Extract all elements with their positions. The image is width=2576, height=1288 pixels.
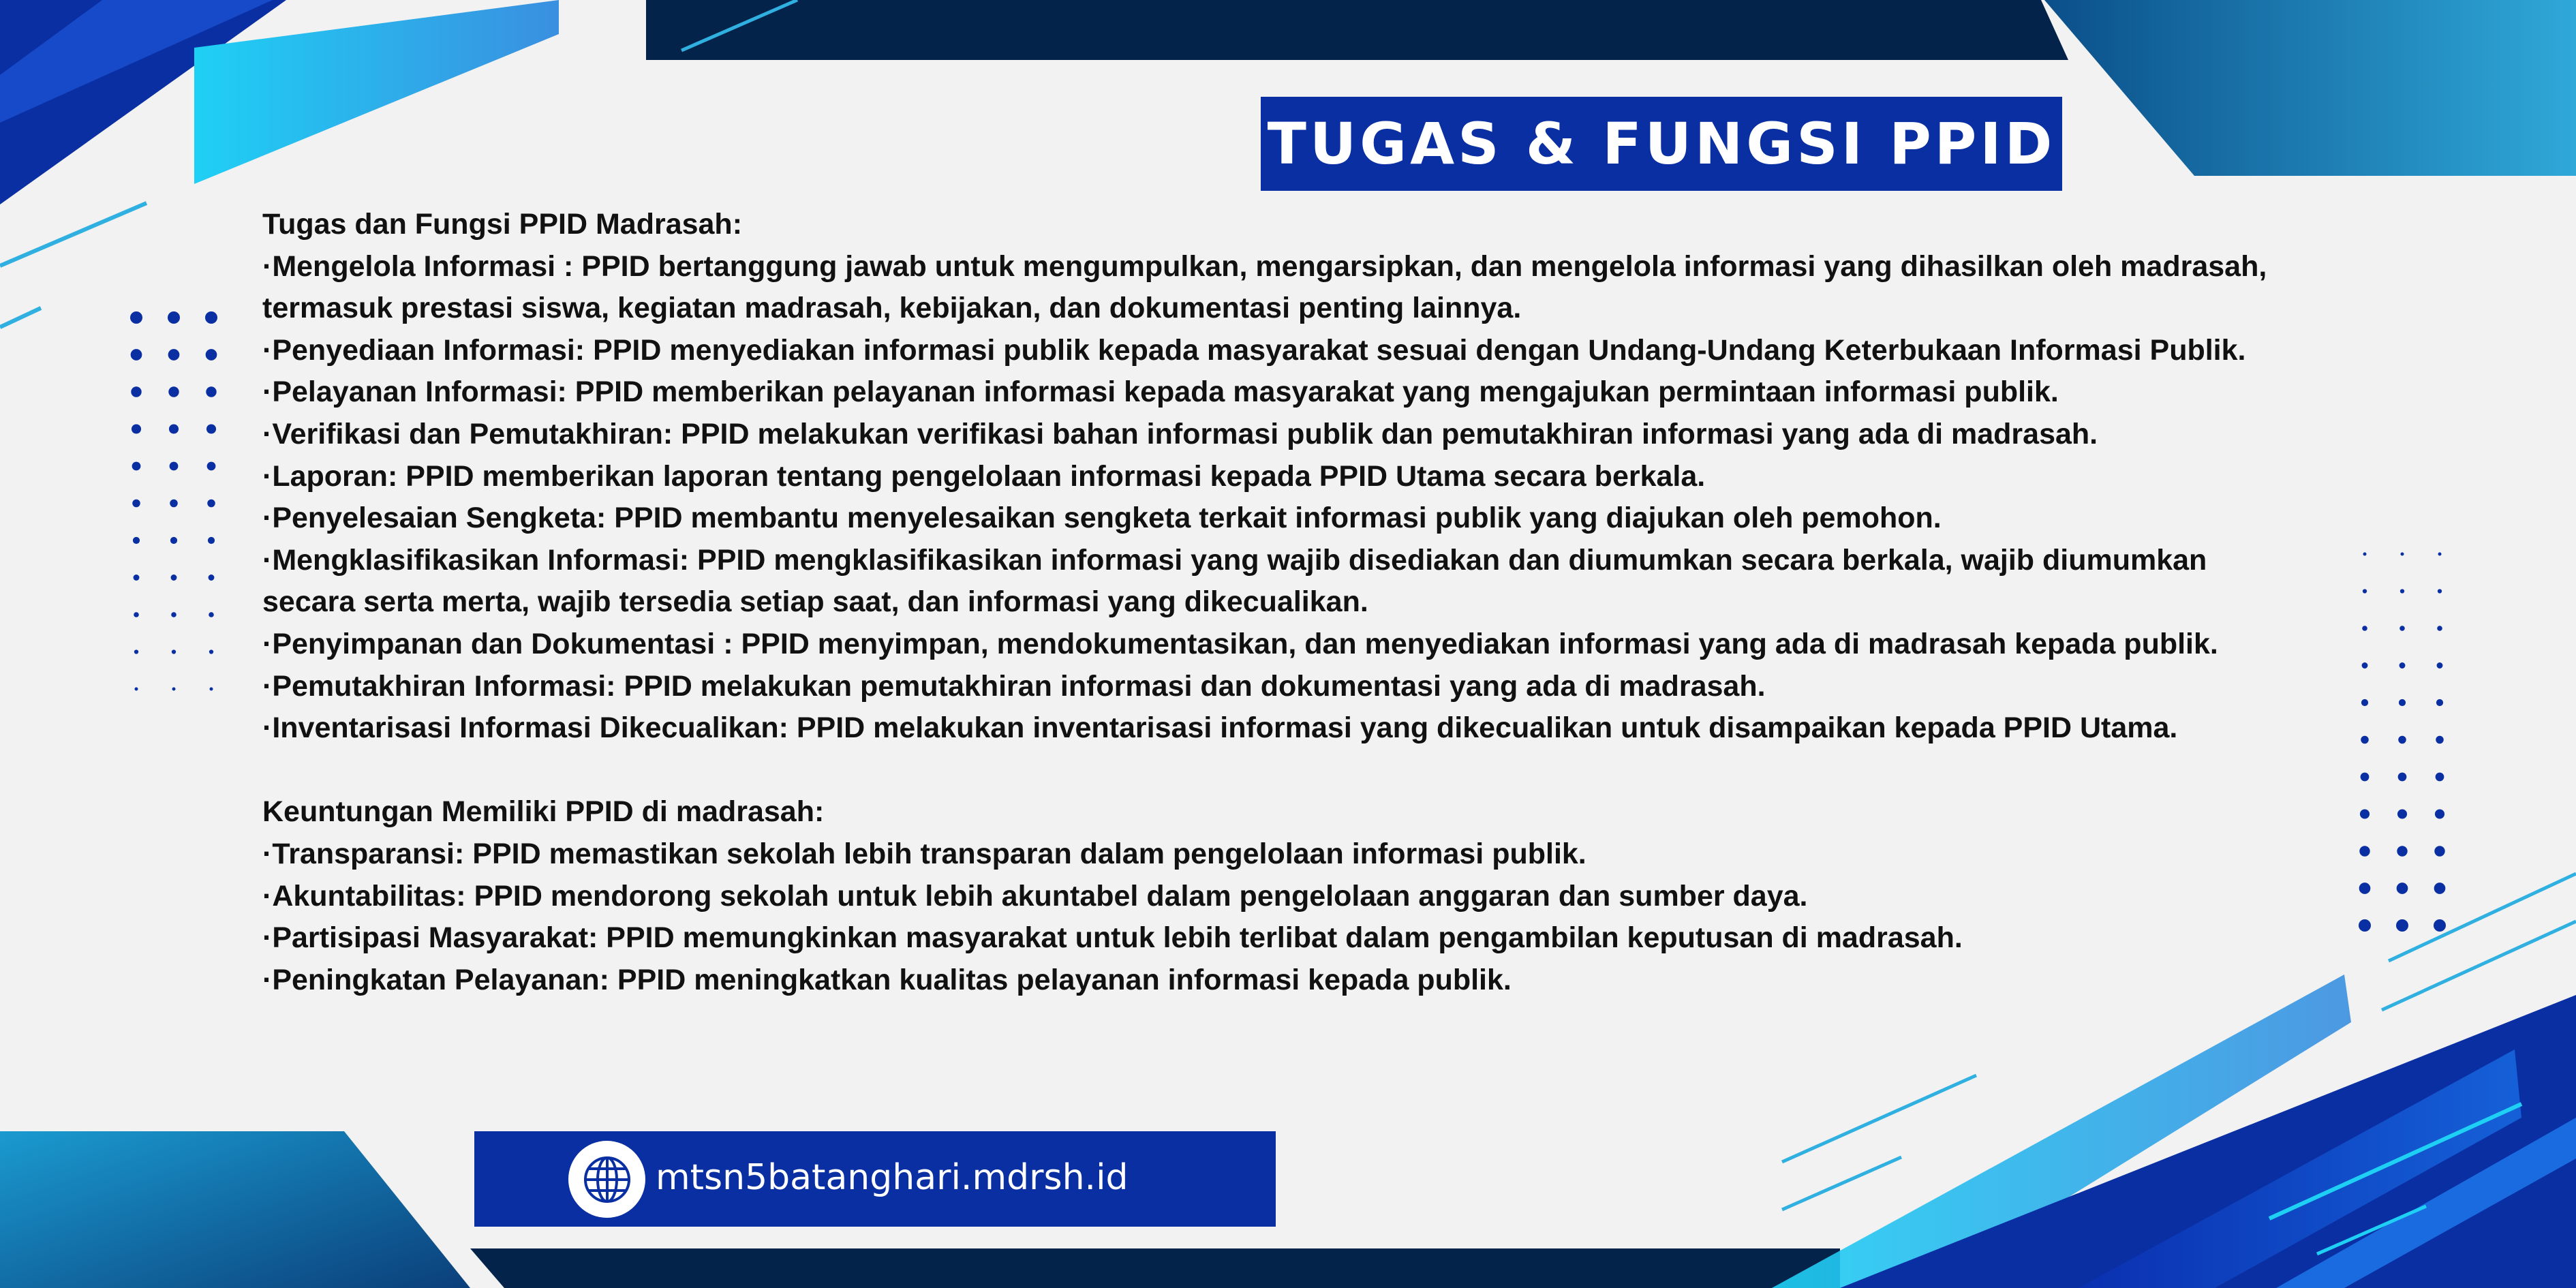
- decor-dot: [2397, 883, 2408, 894]
- decor-dot: [134, 649, 138, 654]
- decor-dot: [2435, 809, 2444, 818]
- decor-dot: [2434, 883, 2446, 894]
- decor-dot: [208, 537, 215, 544]
- decor-dot: [171, 612, 177, 617]
- decor-dot: [2438, 589, 2442, 593]
- decor-dot: [206, 386, 216, 397]
- list-item: ·Verifikasi dan Pemutakhiran: PPID melakukan verifikasi bahan informasi publik dan pemutakhiran informasi yang ada di madrasah.: [262, 417, 2098, 450]
- decor-dot: [2399, 699, 2406, 706]
- decor-dot: [131, 386, 141, 397]
- decor-dot: [2359, 919, 2371, 932]
- decor-dot: [2362, 662, 2368, 669]
- decor-dot: [2396, 919, 2408, 932]
- decor-dot: [2361, 773, 2370, 782]
- website-banner: [474, 1131, 1276, 1227]
- list-item: ·Pemutakhiran Informasi: PPID melakukan pemutakhiran informasi dan dokumentasi yang ada di madrasah.: [262, 669, 1766, 703]
- decor-dot: [2397, 809, 2407, 818]
- list-item: ·Mengklasifikasikan Informasi: PPID mengklasifikasikan informasi yang wajib disediakan dan diumumkan secara berkala, wajib diumumkan secara serta merta, wajib tersedia setiap saat, dan informasi yang dikecualikan.: [262, 543, 2207, 619]
- decor-dot: [2362, 626, 2367, 631]
- page-title: TUGAS & FUNGSI PPID: [1267, 110, 2056, 177]
- decor-dot: [172, 649, 176, 654]
- decor-dot: [2437, 626, 2442, 631]
- title-banner: [1261, 97, 2062, 191]
- decor-dot: [130, 311, 142, 324]
- dot-grid-left: [130, 311, 217, 691]
- decor-dot: [207, 462, 216, 471]
- decor-dot: [168, 386, 179, 397]
- decor-dot: [170, 500, 178, 508]
- decor-dot: [135, 688, 138, 691]
- list-item: ·Peningkatan Pelayanan: PPID meningkatkan kualitas pelayanan informasi kepada publik.: [262, 963, 1512, 996]
- spacer: [262, 750, 2300, 792]
- decor-dot: [2360, 809, 2370, 818]
- decor-dot: [207, 500, 215, 508]
- decor-dot: [134, 574, 140, 581]
- decor-dot: [209, 649, 213, 654]
- top-right-shape: [2044, 0, 2576, 176]
- decor-dot: [2398, 736, 2406, 744]
- top-bar: [646, 0, 2068, 60]
- decor-dot: [2399, 626, 2405, 631]
- decor-dot: [2359, 883, 2371, 894]
- list-item: ·Transparansi: PPID memastikan sekolah lebih transparan dalam pengelolaan informasi publik.: [262, 837, 1586, 870]
- decor-dot: [170, 537, 177, 544]
- decor-dot: [132, 462, 141, 471]
- decor-dot: [210, 688, 213, 691]
- list-item: ·Akuntabilitas: PPID mendorong sekolah untuk lebih akuntabel dalam pengelolaan anggaran dan sumber daya.: [262, 879, 1808, 913]
- decor-dot: [2436, 773, 2444, 782]
- decor-dot: [2436, 736, 2444, 744]
- dot-grid-right: [2359, 553, 2446, 932]
- list-item: ·Inventarisasi Informasi Dikecualikan: PPID melakukan inventarisasi informasi yang dikecualikan untuk disampaikan kepada PPID Utama.: [262, 711, 2178, 745]
- decor-dot: [2361, 736, 2369, 744]
- decor-dot: [2363, 553, 2367, 556]
- decor-dot: [132, 424, 141, 433]
- decor-dot: [131, 349, 142, 361]
- decor-dot: [169, 424, 179, 433]
- decor-dot: [2398, 773, 2407, 782]
- decor-dot: [2399, 662, 2406, 669]
- decor-dot: [209, 574, 215, 581]
- list-item: ·Penyimpanan dan Dokumentasi : PPID menyimpan, mendokumentasikan, dan menyediakan informasi yang ada di madrasah kepada publik.: [262, 627, 2218, 660]
- decor-dot: [172, 688, 176, 691]
- decor-dot: [206, 424, 216, 433]
- list-item: ·Penyelesaian Sengketa: PPID membantu menyelesaikan sengketa terkait informasi publik yang diajukan oleh pemohon.: [262, 502, 1942, 535]
- decor-dot: [2363, 589, 2367, 593]
- decor-dot: [2400, 589, 2404, 593]
- section-heading-benefits: Keuntungan Memiliki PPID di madrasah:: [262, 795, 825, 829]
- decor-dot: [2361, 699, 2368, 706]
- decor-dot: [133, 537, 140, 544]
- decor-dot: [205, 311, 217, 324]
- decor-dot: [168, 349, 180, 361]
- list-item: ·Pelayanan Informasi: PPID memberikan pelayanan informasi kepada masyarakat yang mengajukan permintaan informasi publik.: [262, 375, 2059, 409]
- decor-dot: [170, 462, 179, 471]
- decor-dot: [168, 311, 180, 324]
- list-item: ·Partisipasi Masyarakat: PPID memungkinkan masyarakat untuk lebih terlibat dalam pengambilan keputusan di madrasah.: [262, 921, 1963, 955]
- list-item: ·Laporan: PPID memberikan laporan tentang pengelolaan informasi kepada PPID Utama secara berkala.: [262, 459, 1706, 493]
- website-link[interactable]: mtsn5batanghari.mdrsh.id: [656, 1157, 1129, 1198]
- decor-dot: [2436, 699, 2443, 706]
- decor-dot: [2359, 846, 2370, 856]
- list-item: ·Mengelola Informasi : PPID bertanggung jawab untuk mengumpulkan, mengarsipkan, dan mengelola informasi yang dihasilkan oleh madrasah, termasuk prestasi siswa, kegiatan madrasah, kebijakan, dan dokumentasi penting lainnya.: [262, 249, 2267, 325]
- decor-dot: [206, 349, 217, 361]
- decor-dot: [2434, 919, 2446, 932]
- decor-dot: [132, 500, 140, 508]
- decor-dot: [209, 612, 214, 617]
- decor-dot: [2401, 553, 2404, 556]
- globe-icon: [568, 1141, 645, 1218]
- decor-dot: [134, 612, 139, 617]
- decor-dot: [2438, 553, 2442, 556]
- decor-dot: [2434, 846, 2444, 856]
- list-item: ·Penyediaan Informasi: PPID menyediakan informasi publik kepada masyarakat sesuai dengan Undang-Undang Keterbukaan Informasi Publik.: [262, 333, 2246, 367]
- bottom-left-shape: [0, 1131, 470, 1288]
- bottom-bar: [470, 1248, 1840, 1288]
- decor-dot: [2397, 846, 2407, 856]
- decor-dot: [171, 574, 177, 581]
- section-heading-tasks: Tugas dan Fungsi PPID Madrasah:: [262, 208, 743, 241]
- main-content: [262, 204, 2300, 1001]
- decor-dot: [2437, 662, 2443, 669]
